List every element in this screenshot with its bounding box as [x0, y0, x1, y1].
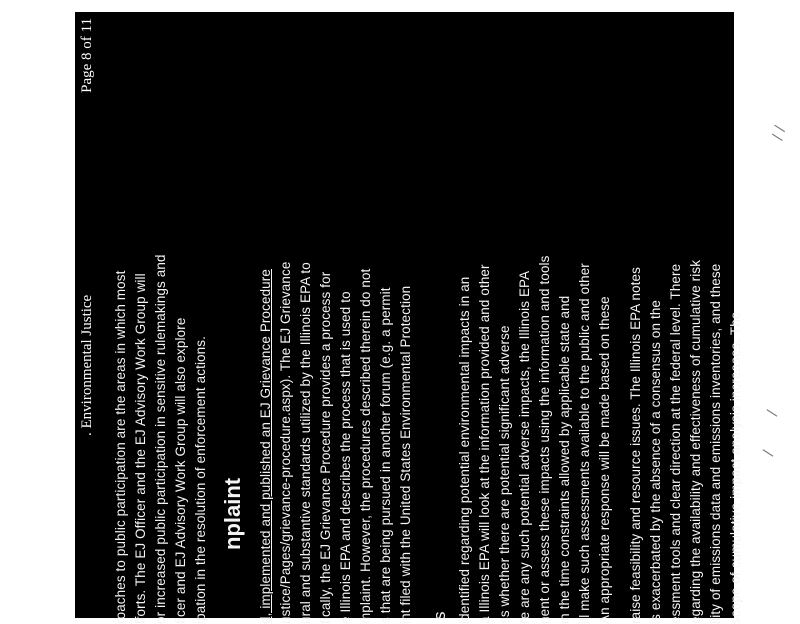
page-number: Page 8 of 11: [79, 18, 95, 93]
text-line: re are any such potential adverse impacts, the Illinois EPA: [517, 270, 532, 624]
text-line: essment tools and clear direction at the federal level. There: [668, 263, 683, 624]
text-line: in the time constraints allowed by applicable state and: [557, 295, 572, 624]
text-line: s that are being pursued in another forum (e.g. a permit: [378, 287, 393, 624]
text-line: or increased public participation in sensitive rulemakings and: [153, 254, 168, 624]
text-line: scope of cumulative impact analysis increases. The: [728, 311, 743, 624]
text-line: e Illinois EPA and describes the process that is used to: [338, 291, 353, 624]
text-line: nent or assess these impacts using the information and tools: [537, 255, 552, 624]
text-line: ural and substantive standards utilized by the Illinois EPA to: [298, 262, 313, 624]
scan-mark-icon: /: [760, 448, 777, 458]
page-header: [79, 12, 99, 618]
text-line: int filed with the United States Environmental Protection: [398, 285, 413, 624]
header-title: . Environmental Justice: [79, 294, 95, 436]
text-line: d, implemented and published an EJ Grievance Procedure: [258, 269, 273, 624]
text-line: ipation in the resolution of enforcement actions.: [193, 336, 208, 624]
text-line: fically, the EJ Grievance Procedure provides a process for: [318, 271, 333, 624]
section-heading: s: [430, 611, 449, 620]
text-line: ill make such assessments available to the public and other: [577, 263, 592, 624]
text-line: roaches to public participation are the areas in which most: [113, 270, 128, 624]
text-line: is exacerbated by the absence of a consensus on the: [648, 299, 663, 624]
text-line: ss whether there are potential significant adverse: [497, 325, 512, 624]
text-line: ustice/Pages/grievance-procedure.aspx). The EJ Grievance: [278, 261, 293, 624]
text-line: ficer and EJ Advisory Work Group will also explore: [173, 317, 188, 624]
text-line: fforts. The EJ Officer and the EJ Advisory Work Group will: [133, 273, 148, 624]
text-line: ility of emissions data and emissions inventories, and these: [708, 263, 723, 624]
text-line: An appropriate response will be made based on these: [597, 296, 612, 624]
text-line: egarding the availability and effectiveness of cumulative risk: [688, 259, 703, 624]
scanned-page: [75, 12, 743, 624]
scan-mark-icon: /: [764, 408, 781, 418]
text-line: raise feasibility and resource issues. The Illinois EPA notes: [628, 267, 643, 624]
rotated-document: [75, 12, 743, 624]
text-line: identified regarding potential environmental impacts in an: [457, 276, 472, 624]
text-line: a Illinois EPA will look at the information provided and other: [477, 264, 492, 624]
scan-mark-icon: / /: [769, 124, 789, 142]
section-heading: nplaint: [220, 477, 245, 550]
text-line: mplaint. However, the procedures described therein do not: [358, 268, 373, 624]
